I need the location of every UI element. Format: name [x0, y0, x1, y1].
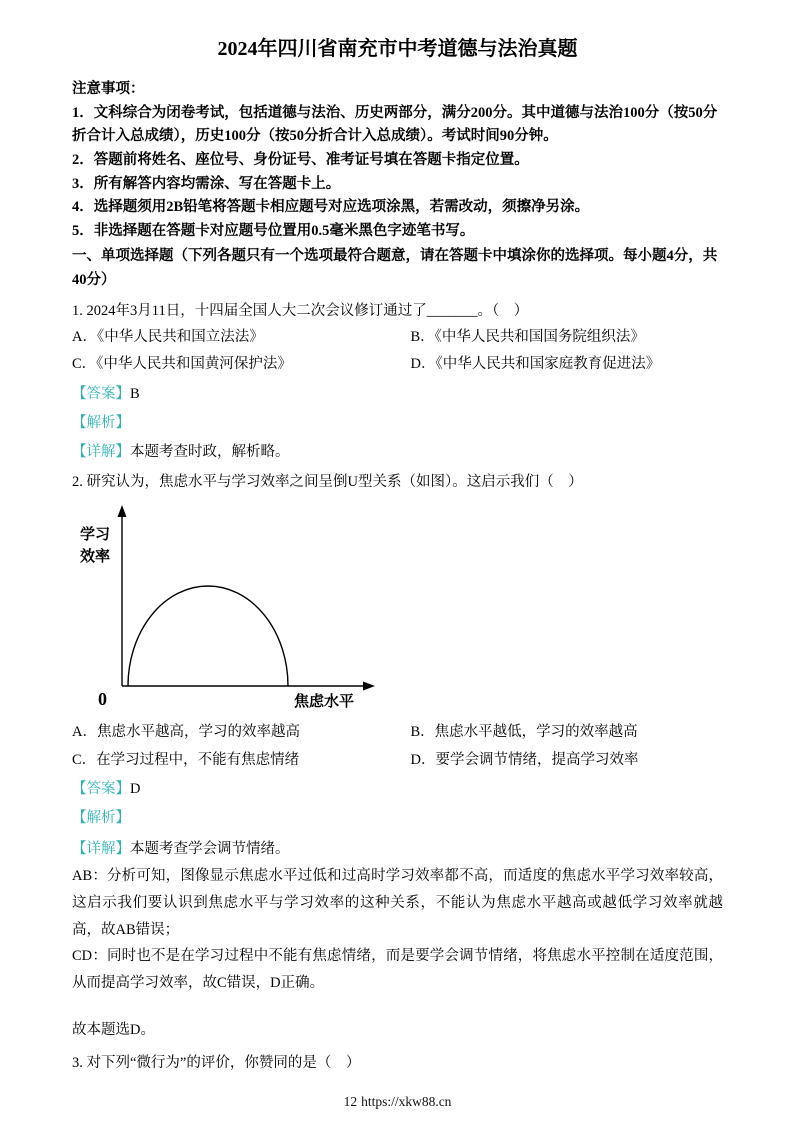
y-axis-arrow-icon [118, 505, 127, 517]
anxiety-efficiency-chart [72, 501, 723, 718]
question-2-detail-intro-text: 本题考查学会调节情绪。 [130, 841, 290, 858]
question-3-stem: 3. 对下列“微行为”的评价，你赞同的是（ ） [72, 1054, 361, 1071]
notice-item-2: 2．答题前将姓名、座位号、身份证号、准考证号填在答题卡指定位置。 [72, 151, 529, 168]
answer-label: 【答案】 [72, 385, 130, 402]
question-1-analysis-line [72, 412, 723, 435]
question-1-option-c: C．《中华人民共和国黄河保护法》 [72, 356, 292, 373]
inverted-u-curve [128, 586, 288, 686]
question-2-option-a: A．焦虑水平越高，学习的效率越高 [72, 724, 300, 741]
answer-label: 【答案】 [72, 780, 130, 797]
page-title: 2024年四川省南充市中考道德与法治真题 [217, 38, 578, 60]
question-2-detail-ab: AB：分析可知，图像显示焦虑水平过低和过高时学习效率都不高，而适度的焦虑水平学习效率较高，这启示我们要认识到焦虑水平与学习效率的这种关系，不能认为焦虑水平越高或越低学习效率就越高，故AB错误； [72, 868, 723, 938]
question-1-option-a: A．《中华人民共和国立法法》 [72, 329, 264, 346]
section-heading: 一、单项选择题（下列各题只有一个选项最符合题意，请在答题卡中填涂你的选择项。每小题4分，共40分） [72, 248, 718, 288]
question-2-options-row-1 [72, 721, 723, 744]
inverted-u-chart-figure [72, 501, 402, 709]
origin-label: 0 [98, 688, 107, 709]
x-axis-arrow-icon [363, 681, 375, 690]
question-1-detail-text: 本题考查时政，解析略。 [130, 444, 290, 460]
question-2-detail-conclusion: 故本题选D。 [72, 1022, 155, 1039]
y-axis-label-line1: 学习 [80, 526, 111, 543]
question-1-option-b: B．《中华人民共和国国务院组织法》 [410, 329, 645, 346]
question-1-answer-line [72, 383, 723, 406]
question-2-detail-intro [72, 836, 723, 863]
question-1-answer-value: B [130, 385, 140, 402]
question-1-stem: 1. 2024年3月11日，十四届全国人大二次会议修订通过了_______。（ ） [72, 302, 529, 319]
notice-item-5: 5．非选择题在答题卡对应题号位置用0.5毫米黑色字迹笔书写。 [72, 222, 475, 239]
y-axis-label-line2: 效率 [80, 548, 111, 565]
page-footer [0, 1091, 795, 1113]
question-2-option-b: B．焦虑水平越低，学习的效率越高 [410, 724, 638, 741]
notice-item-3: 3．所有解答内容均需涂、写在答题卡上。 [72, 175, 341, 192]
question-2-analysis-line [72, 807, 723, 830]
question-1-options-row-1 [72, 326, 723, 349]
question-2-option-d: D．要学会调节情绪，提高学习效率 [410, 751, 639, 768]
question-2-answer-value: D [130, 780, 141, 797]
question-2-stem: 2. 研究认为，焦虑水平与学习效率之间呈倒U型关系（如图）。这启示我们（ ） [72, 474, 583, 491]
detail-label: 【详解】 [72, 444, 130, 460]
question-1-detail-line [72, 441, 723, 464]
question-1-option-d: D．《中华人民共和国家庭教育促进法》 [410, 356, 661, 373]
question-1-options-row-2 [72, 353, 723, 376]
notices-heading: 注意事项： [72, 81, 145, 97]
question-2-option-c: C．在学习过程中，不能有焦虑情绪 [72, 751, 300, 768]
footer-url: https://xkw88.cn [361, 1094, 452, 1109]
detail-label: 【详解】 [72, 841, 130, 858]
analysis-label: 【解析】 [72, 810, 130, 826]
page-number: 12 [343, 1094, 358, 1109]
notice-item-1: 1．文科综合为闭卷考试，包括道德与法治、历史两部分，满分200分。其中道德与法治100分（按50分折合计入总成绩），历史100分（按50分折合计入总成绩）。考试时间90分钟。 [72, 104, 718, 145]
question-2-detail-cd: CD：同时也不是在学习过程中不能有焦虑情绪，而是要学会调节情绪，将焦虑水平控制在适度范围，从而提高学习效率，故C错误，D正确。 [72, 948, 723, 992]
notice-item-4: 4．选择题须用2B铅笔将答题卡相应题号对应选项涂黑，若需改动，须擦净另涂。 [72, 199, 590, 216]
analysis-label: 【解析】 [72, 414, 130, 431]
question-2-options-row-2 [72, 749, 723, 772]
question-2-answer-line [72, 778, 723, 801]
x-axis-label: 焦虑水平 [294, 693, 355, 709]
